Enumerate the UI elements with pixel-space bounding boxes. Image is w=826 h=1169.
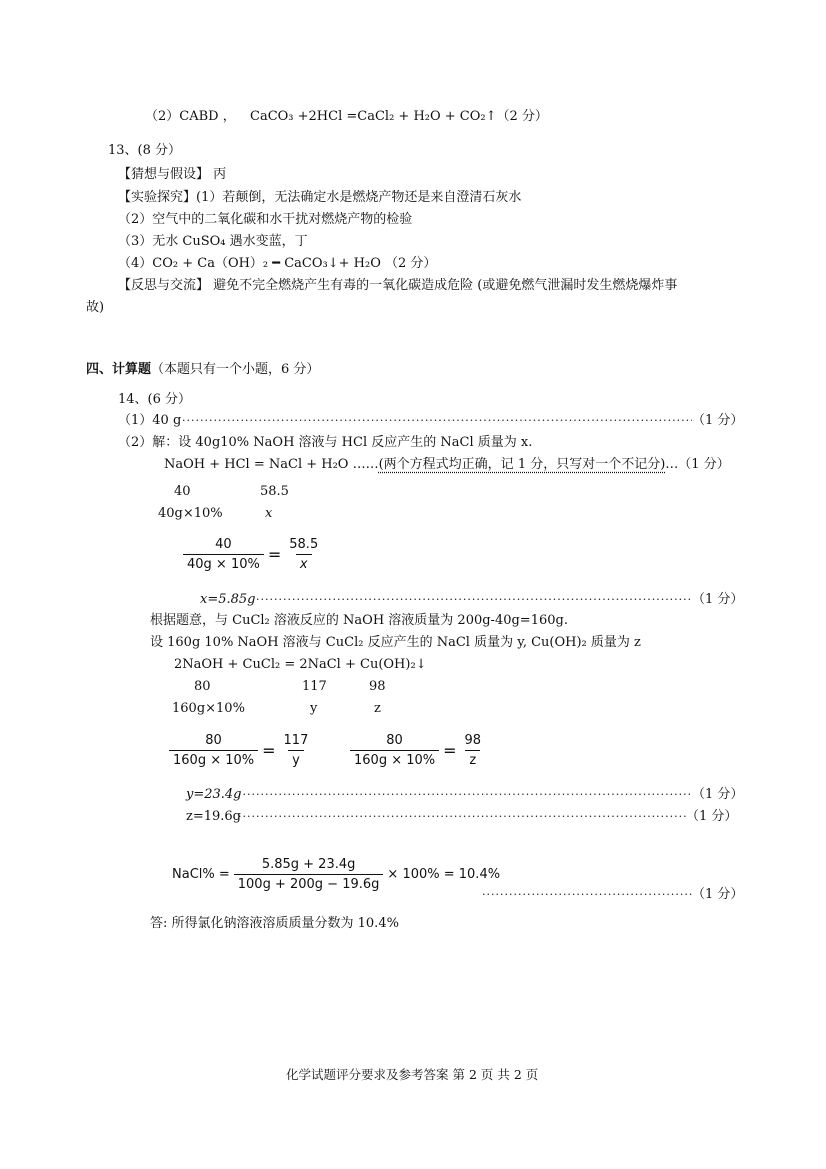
unknown-y: y — [310, 701, 318, 716]
molar-mass-2naoh: 80 — [194, 679, 211, 694]
q13-line-explore1: 【实验探究】(1）若颠倒，无法确定水是燃烧产物还是来自澄清石灰水 — [118, 190, 522, 205]
f1-den-left: 40g × 10% — [183, 554, 264, 572]
equation1-note: (两个方程式均正确，记 1 分，只写对一个不记分) — [378, 457, 666, 472]
f3-den-left: 160g × 10% — [350, 750, 439, 768]
section4-heading — [86, 361, 319, 379]
unknown-x: x — [265, 506, 273, 521]
nacl-numerator: 5.85g + 23.4g — [261, 857, 356, 872]
result-y: y=23.4g — [186, 787, 242, 802]
result-x-score: （1 分） — [692, 592, 744, 607]
equation1-text: NaOH + HCl = NaCl + H₂O …… — [164, 457, 379, 472]
nacl-percentage-formula — [172, 857, 500, 892]
q13-line-reflection: 【反思与交流】 避免不完全燃烧产生有毒的一氧化碳造成危险 (或避免燃气泄漏时发生燃烧爆炸事 — [118, 278, 678, 293]
q14-part1-score: （1 分） — [692, 413, 744, 428]
q14-part1: （1）40 g — [118, 413, 182, 428]
molar-mass-2nacl: 117 — [302, 679, 327, 694]
nacl-denominator: 100g + 200g − 19.6g — [234, 874, 384, 892]
result-x: x=5.85g — [200, 592, 256, 607]
q13-line-reflection-cont: 故) — [86, 300, 105, 315]
q13-line-explore2: （2）空气中的二氧化碳和水干扰对燃烧产物的检验 — [118, 212, 413, 227]
page-footer: 化学试题评分要求及参考答案 第 2 页 共 2 页 — [286, 1067, 539, 1082]
proportion-z: $\frac{80}{160g \times 10\%}$ = $\frac{98}{z}$ — [350, 733, 485, 768]
f1-num-left: 40 — [215, 537, 232, 552]
given-mass-naoh-2: 160g×10% — [172, 701, 245, 716]
nacl-result: × 100% = 10.4% — [387, 867, 501, 882]
f3-num-right: 98 — [464, 733, 482, 748]
q13-line-hypothesis: 【猜想与假设】 丙 — [118, 167, 227, 182]
f2-den-right: y — [288, 750, 304, 768]
q13-header: 13、(8 分） — [108, 143, 182, 158]
result-y-score: （1 分） — [692, 787, 744, 802]
q13-line-explore3: （3）无水 CuSO₄ 遇水变蓝，丁 — [118, 234, 308, 249]
leader-dots — [238, 808, 686, 826]
f2-num-left: 80 — [205, 733, 222, 748]
unknown-z: z — [374, 701, 381, 716]
nacl-score: （1 分） — [692, 887, 744, 902]
leader-dots — [256, 591, 692, 609]
q14-header: 14、(6 分） — [118, 392, 192, 407]
q14-set-yz: 设 160g 10% NaOH 溶液与 CuCl₂ 反应产生的 NaCl 质量为 y, Cu(OH)₂ 质量为 z — [150, 635, 641, 650]
result-z: z=19.6g — [186, 809, 242, 824]
proportion-y: $\frac{80}{160g \times 10\%}$ = $\frac{117}{y}$ — [169, 733, 312, 768]
q12-part2-equation: CaCO₃ +2HCl =CaCl₂ + H₂O + CO₂↑（2 分） — [250, 109, 548, 124]
f3-num-left: 80 — [386, 733, 403, 748]
f2-den-left: 160g × 10% — [169, 750, 258, 768]
leader-dots — [182, 412, 692, 430]
nacl-label: NaCl% = — [172, 867, 230, 882]
q14-part2-intro: （2）解：设 40g10% NaOH 溶液与 HCl 反应产生的 NaCl 质量为 x. — [118, 435, 533, 450]
given-mass-naoh: 40g×10% — [158, 506, 223, 521]
f3-den-right: z — [465, 750, 480, 768]
final-answer: 答: 所得氯化钠溶液溶质质量分数为 10.4% — [150, 916, 399, 931]
molar-mass-naoh: 40 — [174, 484, 191, 499]
molar-mass-nacl: 58.5 — [260, 484, 289, 499]
f1-den-right: x — [296, 554, 312, 572]
f1-num-right: 58.5 — [289, 537, 319, 552]
leader-dots — [482, 886, 692, 904]
q14-context: 根据题意，与 CuCl₂ 溶液反应的 NaOH 溶液质量为 200g-40g=160g. — [150, 613, 568, 628]
section4-note: （本题只有一个小题，6 分） — [151, 362, 320, 377]
f2-num-right: 117 — [283, 733, 309, 748]
q12-part2-label: （2）CABD ， — [145, 109, 236, 124]
q13-line-explore4: （4）CO₂ + Ca（OH）₂ ━ CaCO₃↓+ H₂O （2 分） — [118, 256, 437, 271]
leader-dots — [238, 786, 692, 804]
section4-title: 四、计算题 — [86, 362, 152, 377]
proportion-x: $\frac{40}{40g \times 10\%}$ = $\frac{58.5}{x}$ — [183, 537, 322, 572]
result-z-score: （1 分） — [686, 809, 738, 824]
molar-mass-cuoh2: 98 — [369, 679, 386, 694]
q14-equation1 — [164, 456, 730, 474]
q14-equation2: 2NaOH + CuCl₂ = 2NaCl + Cu(OH)₂↓ — [174, 657, 427, 672]
equation1-score: …（1 分） — [665, 457, 730, 472]
